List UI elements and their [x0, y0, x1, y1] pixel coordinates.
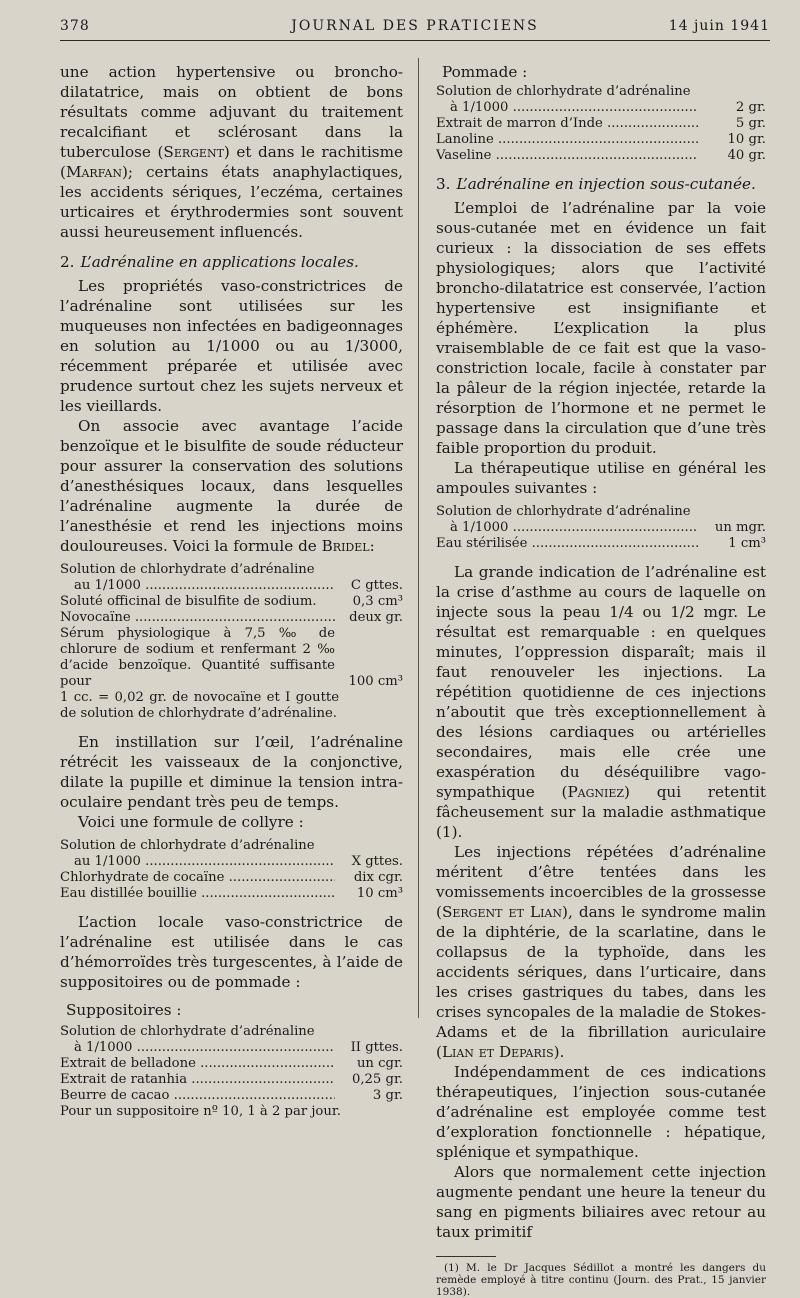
formula-row: Extrait de marron d’Inde ..... 5 gr.	[436, 116, 766, 132]
pommade-label: Pommade :	[442, 63, 528, 81]
formula-collyre	[60, 838, 403, 902]
formula-row: au 1/1000 ..... C gttes.	[60, 578, 403, 594]
formula-row: Extrait de ratanhia ..... 0,25 gr.	[60, 1072, 403, 1088]
paragraph: Alors que normalement cette injection augmente pendant une heure la teneur du sang en pigments biliaires avec retour au taux primitif	[436, 1163, 766, 1241]
formula-ampoules	[436, 504, 766, 552]
paragraph: En instillation sur l’œil, l’adrénaline rétrécit les vaisseaux de la conjonctive, dilate la pupille et diminue la tension intra-oculaire pendant très peu de temps.	[60, 733, 403, 811]
formula-row: Solution de chlorhydrate d’adrénaline	[436, 84, 691, 99]
running-header	[60, 18, 770, 41]
formula-pommade	[436, 84, 766, 164]
column-divider	[418, 58, 419, 1018]
formula-row: Solution de chlorhydrate d’adrénaline	[60, 562, 315, 577]
paragraph: L’action locale vaso-constrictrice de l’adrénaline est utilisée dans le cas d’hémorroïdes très turgescentes, à l’aide de suppositoires ou de pommade :	[60, 913, 403, 991]
formula-row: Solution de chlorhydrate d’adrénaline	[60, 1024, 315, 1039]
section-heading: 2. L’adrénaline en applications locales.	[60, 253, 359, 271]
page-number: 378	[60, 18, 90, 34]
formula-row: à 1/1000 ..... II gttes.	[60, 1040, 403, 1056]
paragraph: La thérapeutique utilise en général les ampoules suivantes :	[436, 459, 766, 497]
paragraph: une action hypertensive ou broncho-dilatatrice, mais on obtient de bons résultats comme adjuvant du traitement recalcifiant et sclérosant dans la tuberculose (Sergent) et dans le rachitisme (Marfan); certains états anaphylactiques, les accidents sériques, l’eczéma, certaines urticaires et érythrodermies sont souvent aussi heureusement influencés.	[60, 63, 403, 241]
formula-suppositoires	[60, 1024, 403, 1120]
formula-row: Novocaïne ..... deux gr.	[60, 610, 403, 626]
formula-row: au 1/1000 ..... X gttes.	[60, 854, 403, 870]
formula-row: 1 cc. = 0,02 gr. de novocaïne et I goutte de solution de chlorhydrate d’adrénaline.	[60, 690, 339, 721]
right-column	[436, 62, 766, 1298]
formula-row: Chlorhydrate de cocaïne ..... dix cgr.	[60, 870, 403, 886]
formula-row: Solution de chlorhydrate d’adrénaline	[436, 504, 691, 519]
formula-row: Eau stérilisée ..... 1 cm³	[436, 536, 766, 552]
footnote-rule	[436, 1256, 496, 1257]
paragraph: Voici une formule de collyre :	[78, 813, 304, 831]
section-heading: 3. L’adrénaline en injection sous-cutanée.	[436, 175, 756, 193]
formula-row: Extrait de belladone ..... un cgr.	[60, 1056, 403, 1072]
formula-row: Soluté officinal de bisulfite de sodium. 0,3 cm³	[60, 594, 403, 609]
left-column	[60, 62, 403, 1130]
formula-row: Lanoline ..... 10 gr.	[436, 132, 766, 148]
paragraph: La grande indication de l’adrénaline est la crise d’asthme au cours de laquelle on injecte sous la peau 1/4 ou 1/2 mgr. Le résultat est remarquable : en quelques minutes, l’oppression disparaît; mais il faut renouveler les injections. La répétition quotidienne de ces injections n’aboutit que très exceptionnellement à des lésions cardiaques ou artérielles secondaires, mais elle crée une exaspération du déséquilibre vago-sympathique (Pagniez) qui retentit fâcheusement sur la maladie asthmatique (1).	[436, 563, 766, 841]
footnote: (1) M. le Dr Jacques Sédillot a montré les dangers du remède employé à titre continu (Journ. des Prat., 15 janvier 1938).	[436, 1262, 766, 1298]
formula-row: Eau distillée bouillie ..... 10 cm³	[60, 886, 403, 902]
formula-row: Pour un suppositoire nº 10, 1 à 2 par jour.	[60, 1104, 341, 1119]
journal-title: JOURNAL DES PRATICIENS	[291, 18, 539, 34]
issue-date: 14 juin 1941	[668, 18, 770, 34]
formula-row: Sérum physiologique à 7,5 ‰ de chlorure de sodium et renfermant 2 ‰ d’acide benzoïque. Quantité suffisante pour 100 cm³	[60, 626, 403, 689]
paragraph: On associe avec avantage l’acide benzoïque et le bisulfite de soude réducteur pour assurer la conservation des solutions d’anesthésiques locaux, dans lesquelles l’adrénaline augmente la durée de l’anesthésie et rend les injections moins douloureuses. Voici la formule de Bridel:	[60, 417, 403, 555]
formula-row: à 1/1000 ..... un mgr.	[436, 520, 766, 536]
formula-row: Beurre de cacao ..... 3 gr.	[60, 1088, 403, 1104]
formula-row: Vaseline ..... 40 gr.	[436, 148, 766, 164]
formula-row: à 1/1000 ..... 2 gr.	[436, 100, 766, 116]
paragraph: Indépendamment de ces indications thérapeutiques, l’injection sous-cutanée d’adrénaline est employée comme test d’exploration fonctionnelle : hépatique, splénique et sympathique.	[436, 1063, 766, 1161]
paragraph: Les injections répétées d’adrénaline méritent d’être tentées dans les vomissements incoercibles de la grossesse (Sergent et Lian), dans le syndrome malin de la diphtérie, de la scarlatine, dans le collapsus de la typhoïde, dans les accidents sériques, dans l’urticaire, dans les crises gastriques du tabes, dans les crises syncopales de la maladie de Stokes-Adams et de la fibrillation auriculaire (Lian et Deparis).	[436, 843, 766, 1061]
formula-bridel	[60, 562, 403, 722]
suppositoires-label: Suppositoires :	[66, 1001, 182, 1019]
paragraph: Les propriétés vaso-constrictrices de l’adrénaline sont utilisées sur les muqueuses non infectées en badigeonnages en solution au 1/1000 ou au 1/3000, récemment préparée et utilisée avec prudence surtout chez les sujets nerveux et les vieillards.	[60, 277, 403, 415]
formula-row: Solution de chlorhydrate d’adrénaline	[60, 838, 315, 853]
paragraph: L’emploi de l’adrénaline par la voie sous-cutanée met en évidence un fait curieux : la dissociation de ses effets physiologiques; alors que l’activité broncho-dilatatrice est conservée, l’action hypertensive est insignifiante et éphémère. L’explication la plus vraisemblable de ce fait est que la vaso-constriction locale, facile à constater par la pâleur de la région injectée, retarde la résorption de l’hormone et ne permet le passage dans la circulation que d’une très faible proportion du produit.	[436, 199, 766, 457]
